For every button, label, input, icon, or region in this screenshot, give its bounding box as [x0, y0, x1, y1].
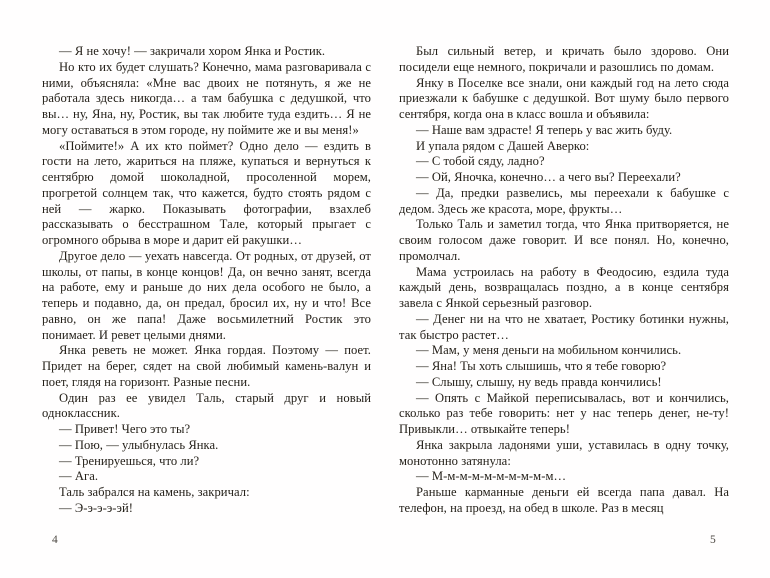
paragraph-dialogue: — Ой, Яночка, конечно… а чего вы? Переехали? [416, 170, 681, 184]
paragraph-dialogue: — Привет! Чего это ты? [59, 422, 191, 436]
paragraph-dialogue: — Э-э-э-э-эй! [59, 500, 134, 515]
paragraph: Янка закрыла ладонями уши, уставилась в одну точку, монотонно затянула: [399, 437, 729, 468]
page-number-left: 4 [52, 534, 58, 546]
paragraph: И упала рядом с Дашей Аверко: [416, 138, 590, 153]
paragraph-dialogue: — Опять с Майкой переписывалась, вот и кончились, сколько раз тебе говорить: нет у нас теперь денег, не-ту! Привыкли… отвыкайте теперь! [399, 390, 729, 436]
paragraph: Янку в Поселке все знали, они каждый год на лето сюда приезжали к бабушке с дедушкой. Вот шуму было первого сентября, когда она в класс вошла и объявила: [399, 75, 729, 121]
paragraph: Один раз ее увидел Таль, старый друг и новый одноклассник. [42, 390, 371, 421]
paragraph-dialogue: — Тренируешься, что ли? [59, 453, 200, 468]
paragraph-dialogue: — С тобой сяду, ладно? [416, 154, 545, 169]
paragraph-dialogue: — Слышу, слышу, ну ведь правда кончились! [416, 374, 662, 389]
paragraph-dialogue: — М-м-м-м-м-м-м-м-м-м… [416, 469, 567, 484]
paragraph-dialogue: — Да, предки развелись, мы переехали к бабушке с дедом. Здесь же красота, море, фрукты… [399, 185, 729, 216]
paragraph: Только Таль и заметил тогда, что Янка притворяется, не своим голосом даже говорит. И все понял. Но, конечно, промолчал. [399, 217, 729, 263]
paragraph-dialogue: — Наше вам здрасте! Я теперь у вас жить буду. [416, 122, 673, 137]
paragraph: Таль забрался на камень, закричал: [59, 485, 250, 499]
paragraph: Другое дело — уехать навсегда. От родных, от друзей, от школы, от папы, в конце концов! Да, он вечно занят, всегда на работе, ему и раньше до них дела особого не было, а теперь и подавно, да, он предал, бросил их, ну и что! Все равно, он же папа! Даже восьмилетний Ростик это понимает. И ревет целыми днями. [42, 248, 371, 342]
paragraph-dialogue: — Ага. [59, 469, 99, 484]
paragraph: Но кто их будет слушать? Конечно, мама разговаривала с ними, объясняла: «Мне вас двоих не потянуть, я же не работала здесь никогда… а там бабушка с дедушкой, что вы… ну, Яна, ну, Ростик, вы так любите туда ездить… Я не могу оставаться в этом городе, ну поймите же и вы меня!» [42, 59, 371, 137]
paragraph: — Я не хочу! — закричали хором Янка и Ростик. [59, 44, 326, 58]
page-number-right: 5 [710, 534, 716, 546]
paragraph-dialogue: — Яна! Ты хоть слышишь, что я тебе говорю? [416, 359, 667, 373]
paragraph-dialogue: — Денег ни на что не хватает, Ростику ботинки нужны, так быстро растет… [399, 311, 729, 342]
right-page-text-column [399, 44, 729, 517]
paragraph: Янка реветь не может. Янка гордая. Поэтому — поет. Придет на берег, сядет на свой любимый камень-валун и поет, глядя на горизонт. Разные песни. [42, 343, 371, 389]
left-page-text-column [42, 44, 371, 517]
paragraph: Был сильный ветер, и кричать было здорово. Они посидели еще немного, покричали и разошлись по домам. [399, 44, 729, 74]
paragraph: Раньше карманные деньги ей всегда папа давал. На телефон, на проезд, на обед в школе. Раз в месяц [399, 485, 729, 515]
paragraph-dialogue: — Мам, у меня деньги на мобильном кончились. [416, 343, 682, 358]
paragraph: Мама устроилась на работу в Феодосию, ездила туда каждый день, возвращалась поздно, а в конце сентября завела с Янкой серьезный разговор. [399, 264, 729, 310]
paragraph: «Поймите!» А их кто поймет? Одно дело — ездить в гости на лето, жариться на пляже, купаться и вернуться к сентябрю домой шоколадной, просоленной морем, прогретой солнцем так, что кажется, будто стоять рядом с ней — жарко. Показывать фотографии, взахлеб рассказывать о бесстрашном Тале, который прыгает с огромного обрыва в море и дарит ей ракушки… [42, 138, 371, 247]
paragraph-dialogue: — Пою, — улыбнулась Янка. [59, 437, 219, 452]
